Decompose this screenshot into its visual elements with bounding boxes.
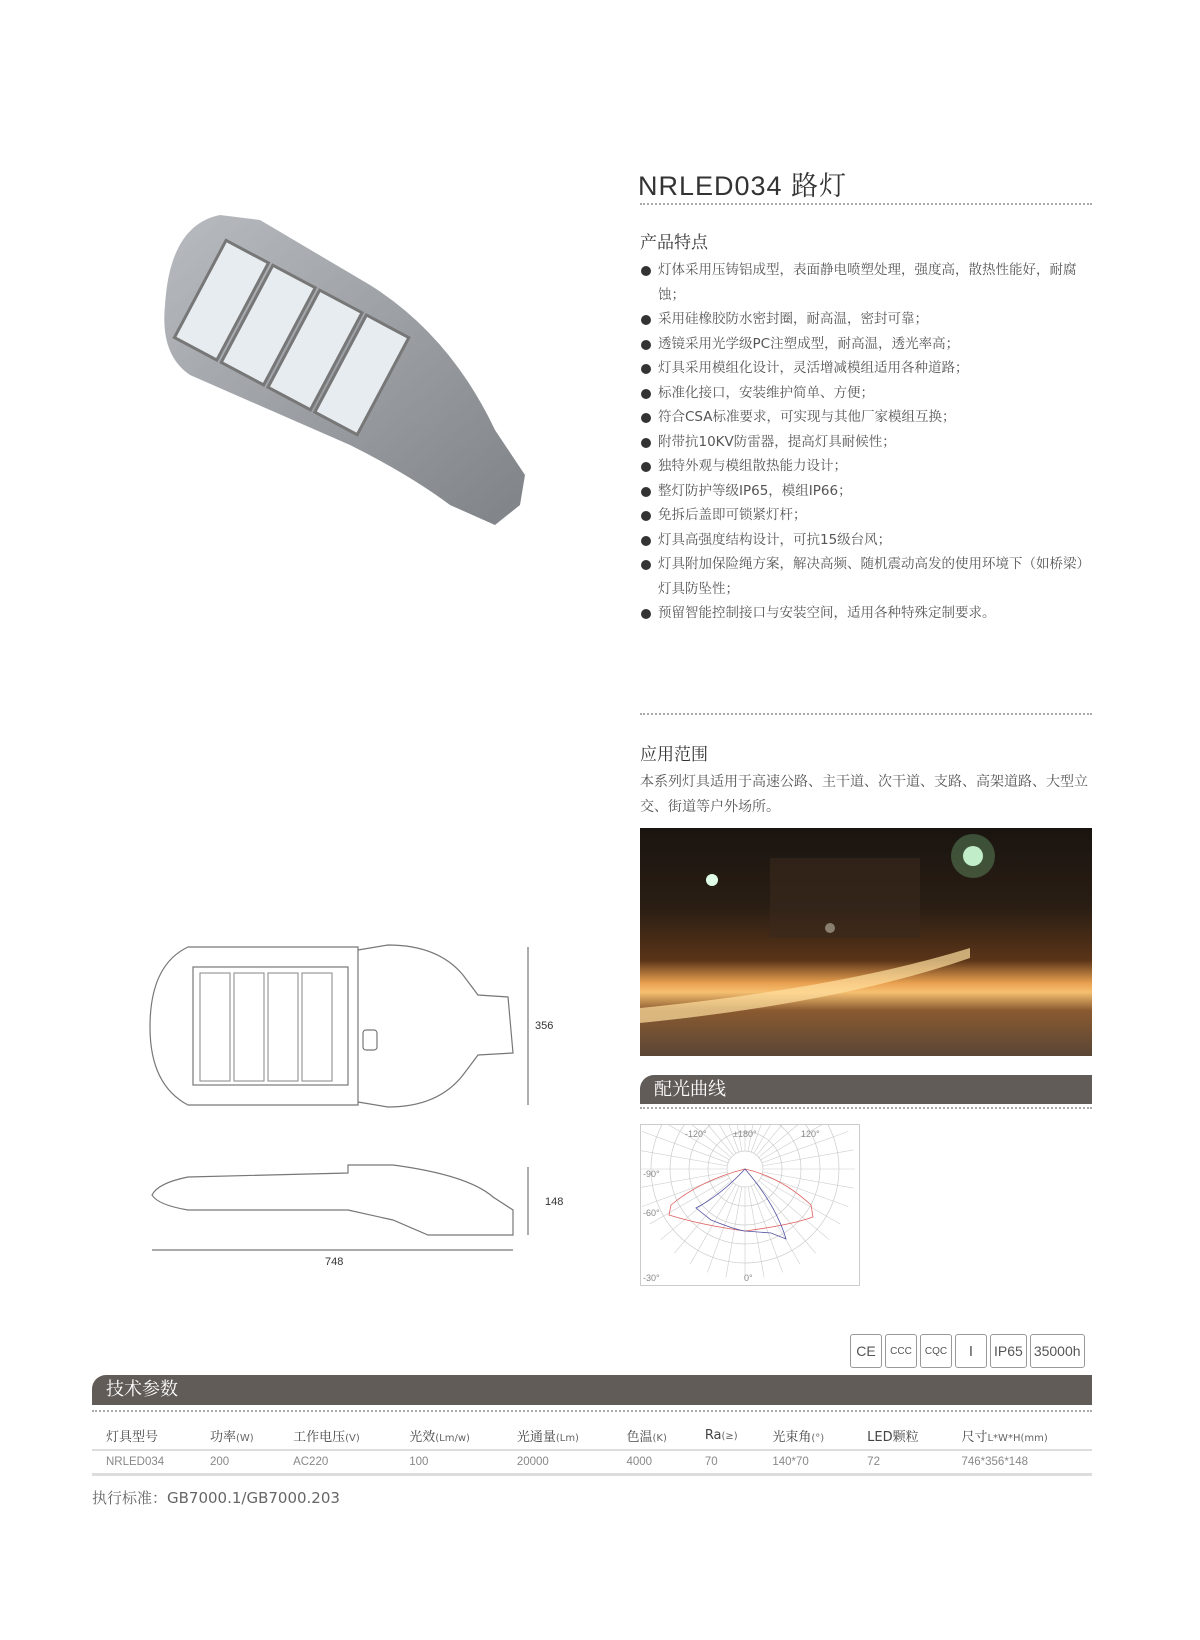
column-unit: (°) [811,1433,825,1444]
column-unit: L*W*H(mm) [987,1433,1048,1444]
column-header [758,1418,853,1450]
table-cell: 200 [196,1450,279,1475]
table-cell: 20000 [503,1450,613,1475]
features-heading: 产品特点 [640,233,708,253]
ccc-badge: CCC [885,1334,917,1368]
divider [640,1107,1092,1109]
cqc-badge: CQC [920,1334,952,1368]
divider [640,713,1092,715]
specs-table [92,1418,1092,1476]
ip65-badge: IP65 [990,1334,1027,1368]
label-minus120: -120° [685,1129,707,1139]
table-row [92,1450,1092,1475]
label-minus90: -90° [643,1169,660,1179]
standard-text: 执行标准：GB7000.1/GB7000.203 [92,1489,340,1507]
feature-item: 灯具高强度结构设计，可抗15级台风； [640,528,1100,553]
dimension-drawing [148,935,568,1275]
height-dimension: 148 [545,1196,564,1208]
table-cell: 100 [395,1450,503,1475]
feature-item: 整灯防护等级IP65，模组IP66； [640,479,1100,504]
feature-item: 标准化接口，安装维护简单、方便； [640,381,1100,406]
column-label: 工作电压 [293,1430,346,1445]
column-header [853,1418,947,1450]
table-cell: AC220 [279,1450,395,1475]
label-180: ±180° [733,1129,757,1139]
application-heading: 应用范围 [640,745,708,765]
feature-item: 免拆后盖即可锁紧灯杆； [640,503,1100,528]
length-dimension: 748 [325,1256,344,1268]
column-header [92,1418,196,1450]
column-label: 色温 [626,1430,653,1445]
product-photo [150,205,570,545]
grid-line [674,1183,733,1253]
column-unit: (W) [235,1433,254,1444]
product-title: NRLED034 路灯 [638,171,848,201]
feature-item: 附带抗10KV防雷器，提高灯具耐候性； [640,430,1100,455]
column-unit: (≥) [721,1431,738,1442]
column-header [691,1418,759,1450]
specs-heading: 技术参数 [92,1375,1092,1405]
label-minus30: -30° [643,1273,660,1283]
label-minus60: -60° [643,1208,660,1218]
table-cell: 746*356*148 [947,1450,1092,1475]
column-unit: (K) [652,1433,667,1444]
lifetime-badge: 35000h [1030,1334,1085,1368]
ce-badge: CE [850,1334,882,1368]
column-unit: (Lm) [555,1433,579,1444]
feature-item: 预留智能控制接口与安装空间，适用各种特殊定制要求。 [640,601,1100,626]
application-text: 本系列灯具适用于高速公路、主干道、次干道、支路、高架道路、大型立交、街道等户外场所。 [640,774,1088,815]
feature-item: 采用硅橡胶防水密封圈，耐高温，密封可靠； [640,307,1100,332]
divider [92,1410,1092,1412]
feature-item: 独特外观与模组散热能力设计； [640,454,1100,479]
column-label: 光效 [409,1430,436,1445]
light-distribution-chart [640,1124,860,1286]
width-dimension: 356 [535,1020,554,1032]
grid-line [759,1181,829,1240]
column-unit: (V) [345,1433,360,1444]
column-header [612,1418,690,1450]
column-label: LED颗粒 [867,1430,919,1445]
table-cell: 4000 [612,1450,690,1475]
table-cell: 140*70 [758,1450,853,1475]
column-label: 光束角 [772,1430,812,1445]
feature-item: 灯具采用模组化设计，灵活增减模组适用各种道路； [640,356,1100,381]
column-label: 尺寸 [961,1430,988,1445]
grid-line [661,1181,731,1240]
features-list [640,258,1100,626]
feature-item: 灯具附加保险绳方案，解决高频、随机震动高发的使用环境下（如桥梁）灯具防坠性； [640,552,1100,601]
column-header [196,1418,279,1450]
table-cell: NRLED034 [92,1450,196,1475]
feature-item: 符合CSA标准要求，可实现与其他厂家模组互换； [640,405,1100,430]
column-header [279,1418,395,1450]
class1-badge: Ⅰ [955,1334,987,1368]
column-label: Ra [704,1428,722,1443]
application-photo [640,828,1092,1056]
column-header [947,1418,1092,1450]
grid-line [757,1183,816,1253]
divider [640,203,1092,205]
label-120: 120° [801,1129,820,1139]
table-cell: 72 [853,1450,947,1475]
column-header [503,1418,613,1450]
label-0: 0° [744,1273,753,1283]
column-unit: (Lm/w) [435,1433,470,1444]
certification-badges [850,1334,1085,1368]
grid-line [754,1125,800,1153]
column-label: 功率 [209,1430,236,1445]
feature-item: 灯体采用压铸铝成型，表面静电喷塑处理，强度高，散热性能好，耐腐蚀； [640,258,1100,307]
feature-item: 透镜采用光学级PC注塑成型，耐高温，透光率高； [640,332,1100,357]
column-header [395,1418,503,1450]
table-cell: 70 [691,1450,759,1475]
column-label: 灯具型号 [106,1430,159,1445]
light-curve-heading: 配光曲线 [640,1075,1092,1104]
column-label: 光通量 [516,1430,556,1445]
